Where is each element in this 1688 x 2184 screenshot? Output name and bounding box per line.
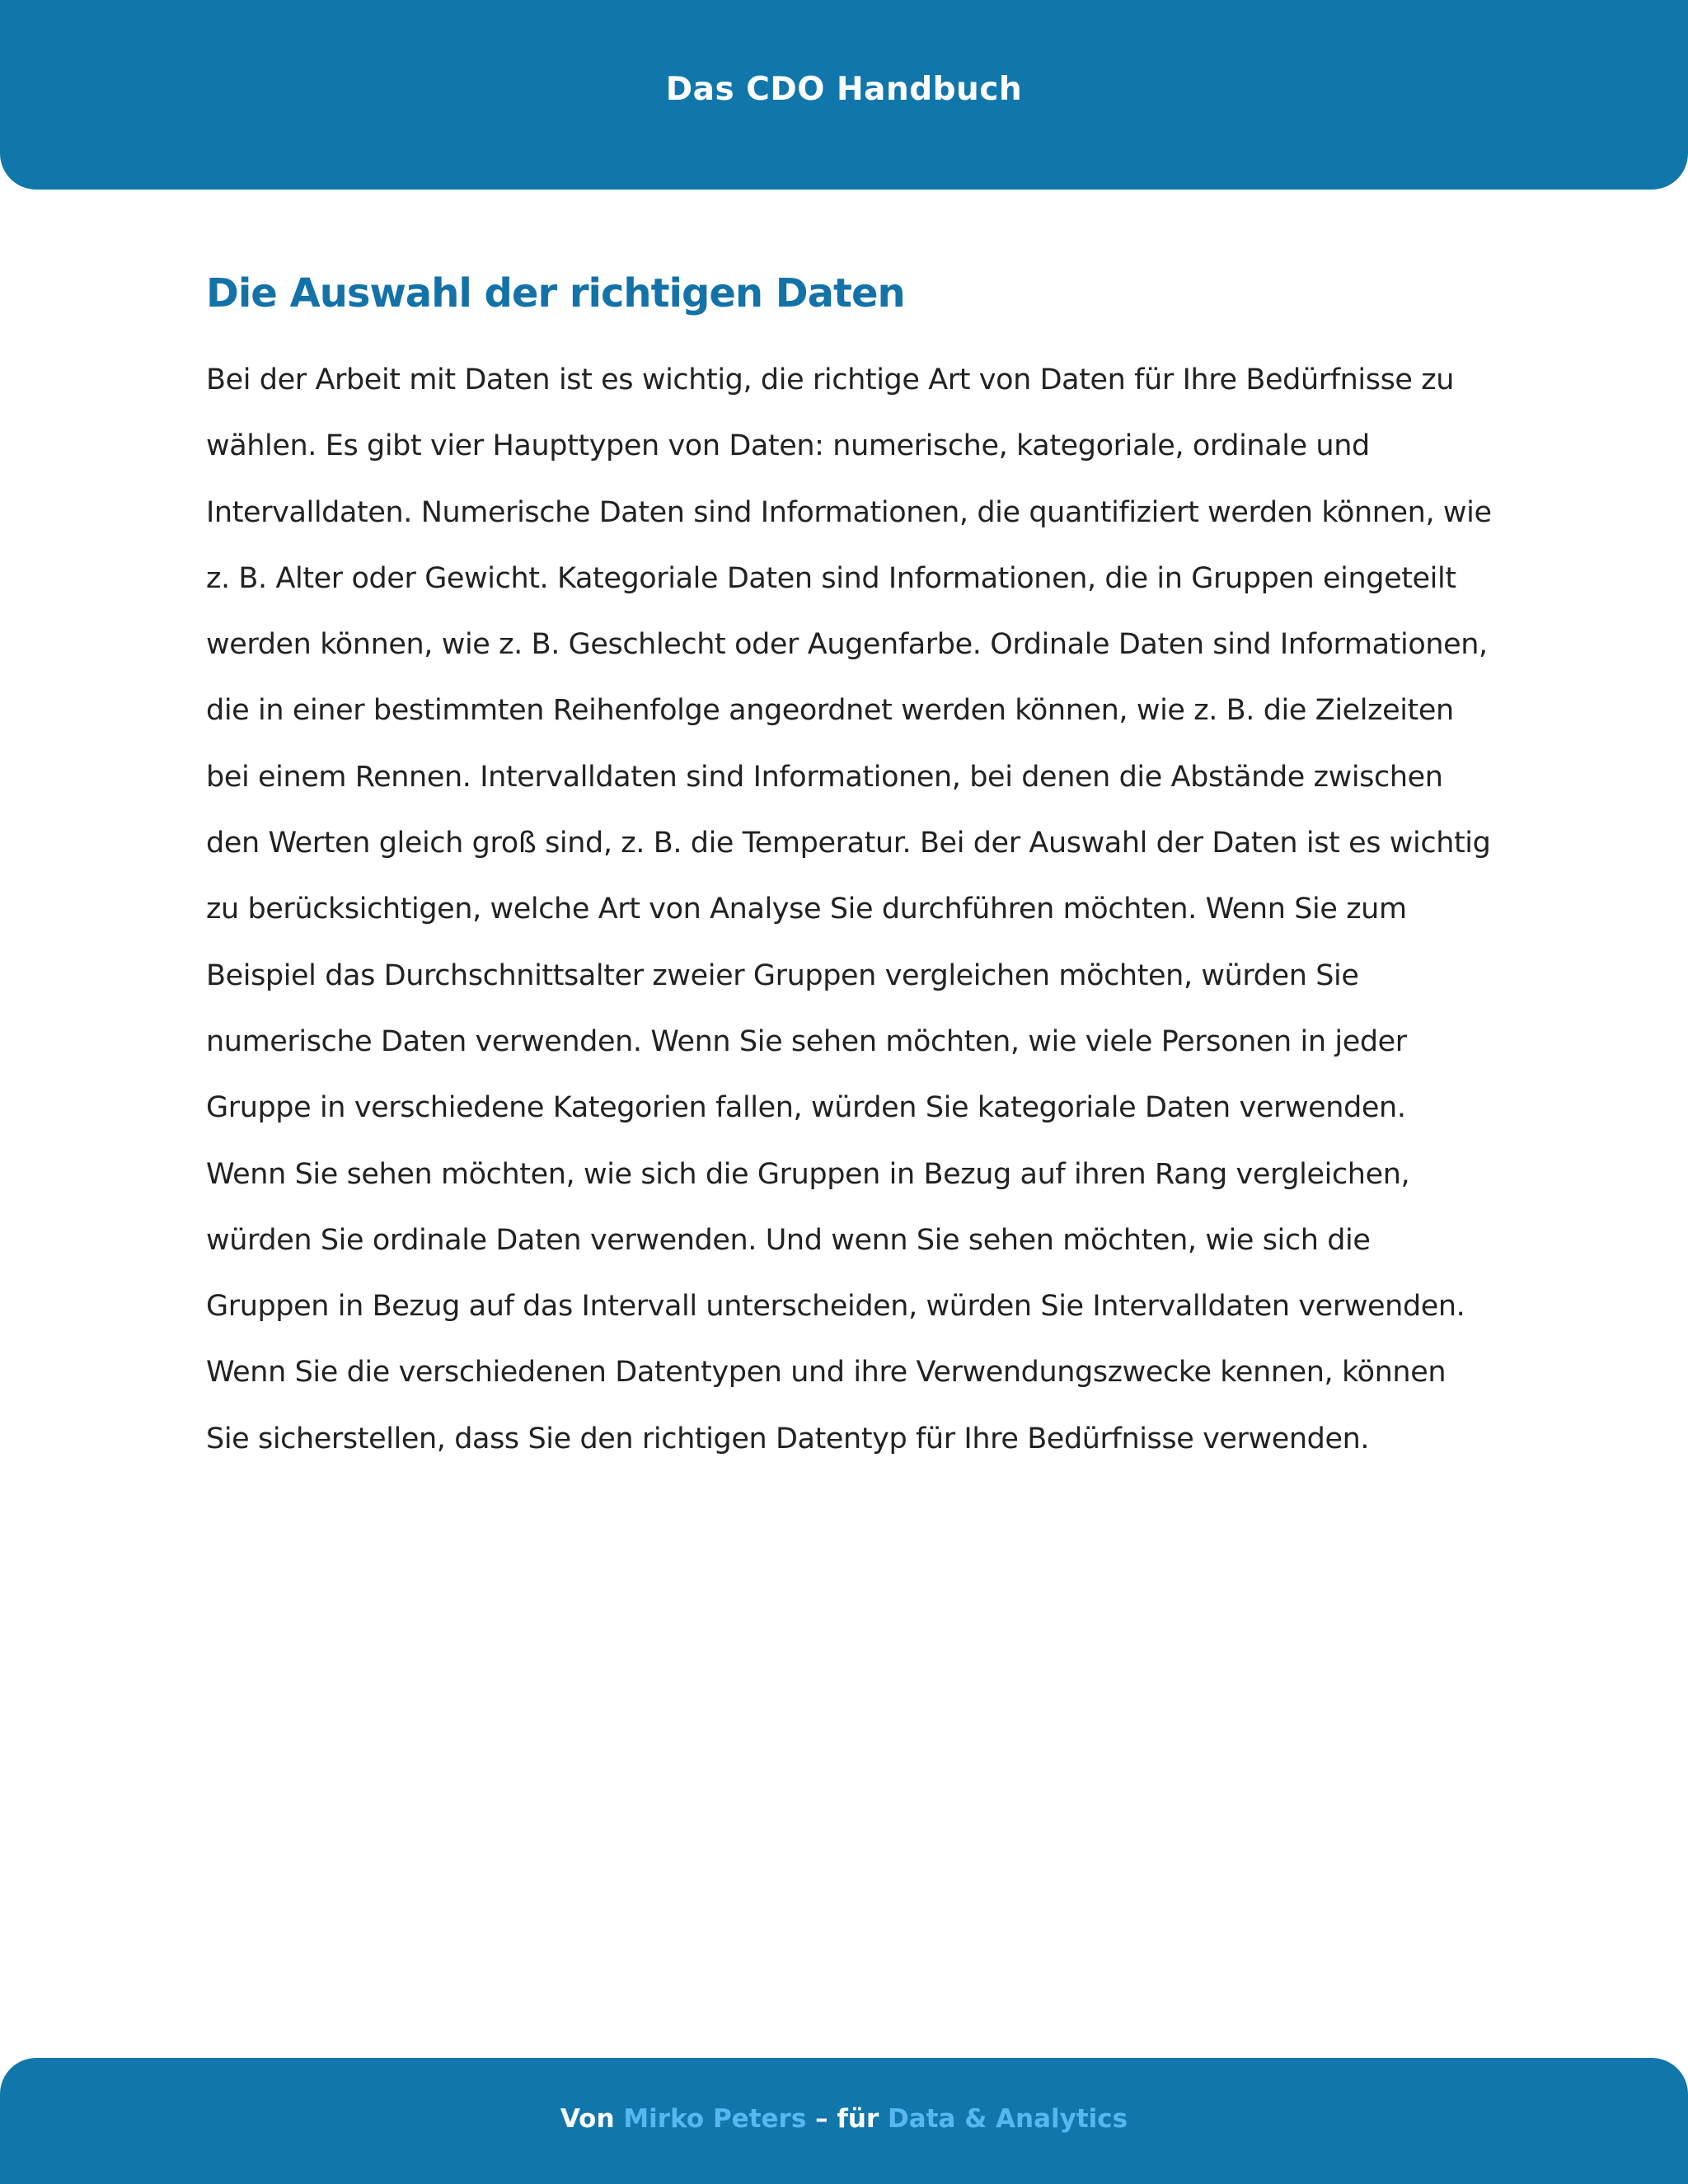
body-paragraph: Bei der Arbeit mit Daten ist es wichtig, die richtige Art von Daten für Ihre Bedürfnisse zu wählen. Es gibt vier Haupttypen von Daten: numerische, kategoriale, ordinale und Intervalldaten. Numerische Daten sind Informationen, die quantifiziert werden können, wie z. B. Alter oder Gewicht. Kategoriale Daten sind Informationen, die in Gruppen eingeteilt werden können, wie z. B. Geschlecht oder Augenfarbe. Ordinale Daten sind Informationen, die in einer bestimmten Reihenfolge angeordnet werden können, wie z. B. die Zielzeiten bei einem Rennen. Intervalldaten sind Informationen, bei denen die Abstände zwischen den Werten gleich groß sind, z. B. die Temperatur. Bei der Auswahl der Daten ist es wichtig zu berücksichtigen, welche Art von Analyse Sie durchführen möchten. Wenn Sie zum Beispiel das Durchschnittsalter zweier Gruppen vergleichen möchten, würden Sie numerische Daten verwenden. Wenn Sie sehen möchten, wie viele Personen in jeder Gruppe in verschiedene Kategorien fallen, würden Sie kategoriale Daten verwenden. Wenn Sie sehen möchten, wie sich die Gruppen in Bezug auf ihren Rang vergleichen, würden Sie ordinale Daten verwenden. Und wenn Sie sehen möchten, wie sich die Gruppen in Bezug auf das Intervall unterscheiden, würden Sie Intervalldaten verwenden. Wenn Sie die verschiedenen Datentypen und ihre Verwendungszwecke kennen, können Sie sicherstellen, dass Sie den richtigen Datentyp für Ihre Bedürfnisse verwenden. — [206, 363, 1492, 1455]
footer-topic: Data & Analytics — [888, 2104, 1128, 2134]
footer-credit — [0, 2104, 1688, 2134]
footer-author: Mirko Peters — [623, 2104, 807, 2134]
footer-separator: – für — [806, 2104, 889, 2134]
section-heading: Die Auswahl der richtigen Daten — [206, 270, 905, 316]
footer-prefix: Von — [560, 2104, 624, 2134]
document-title: Das CDO Handbuch — [665, 71, 1023, 108]
